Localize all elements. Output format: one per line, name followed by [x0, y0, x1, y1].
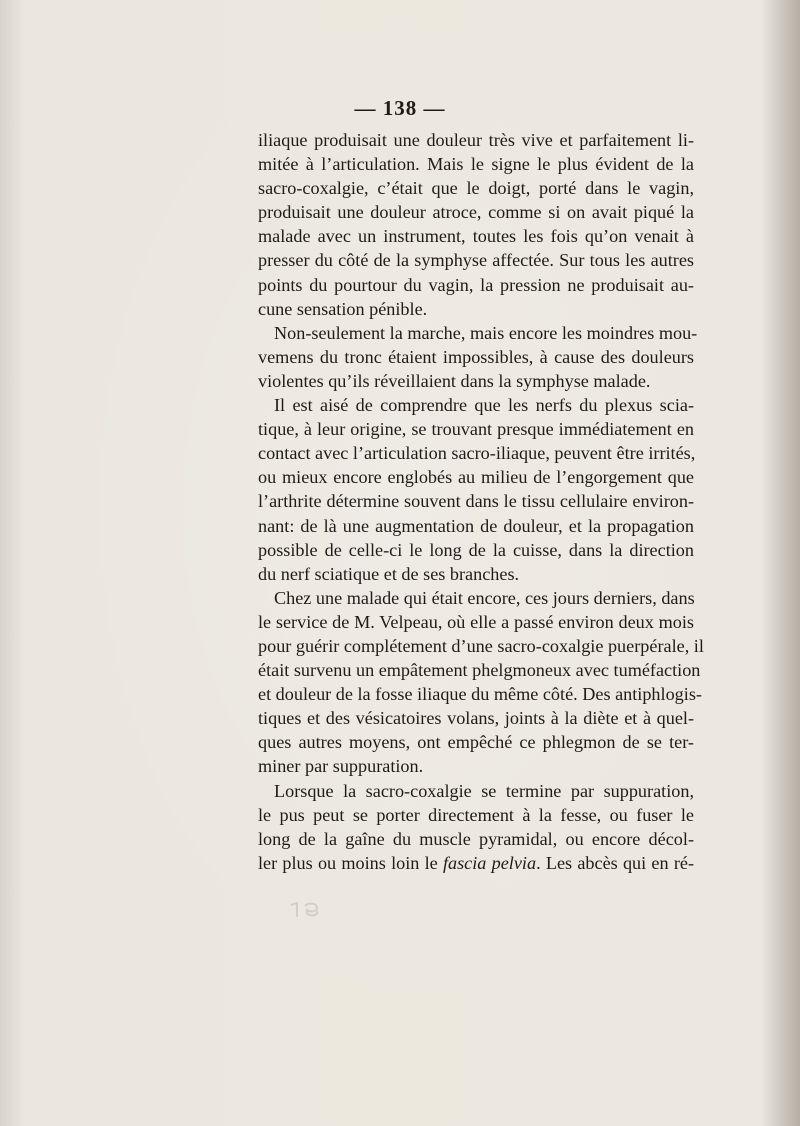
page-edge-shadow [762, 0, 800, 1126]
text-line: tique, à leur origine, se trouvant presque immédiatement en [258, 419, 694, 440]
text-line: contact avec l’articulation sacro-iliaque, peuvent être irrités, [258, 443, 696, 464]
page-number-header: — 138 — [354, 96, 446, 120]
text-line: produisait une douleur atroce, comme si on avait piqué la [258, 202, 694, 223]
text-line: était survenu un empâtement phelgmoneux avec tuméfaction [258, 660, 701, 681]
text-line: long de la gaîne du muscle pyramidal, ou encore décol- [258, 828, 694, 849]
final-line-end: . Les abcès qui en ré- [536, 852, 695, 873]
text-line: vemens du tronc étaient impossibles, à cause des douleurs [258, 346, 694, 367]
body-text [258, 128, 704, 875]
text-line: mitée à l’articulation. Mais le signe le plus évident de la [258, 154, 694, 175]
text-line: Lorsque la sacro-coxalgie se termine par suppuration, [274, 780, 694, 801]
text-line: nant: de là une augmentation de douleur, et la propagation [258, 515, 694, 536]
text-line: Non-seulement la marche, mais encore les moindres mou- [274, 322, 698, 343]
text-line: possible de celle-ci le long de la cuisse, dans la direction [258, 539, 694, 560]
final-line-italic-term: fascia pelvia [442, 852, 537, 873]
text-line: sacro-coxalgie, c’était que le doigt, porté dans le vagin, [258, 178, 694, 199]
text-line: Il est aisé de comprendre que les nerfs du plexus scia- [274, 395, 694, 416]
text-line: malade avec un instrument, toutes les fois qu’on venait à [258, 226, 694, 247]
text-line: presser du côté de la symphyse affectée. Sur tous les autres [258, 250, 694, 271]
text-line: points du pourtour du vagin, la pression ne produisait au- [258, 274, 694, 295]
text-line: iliaque produisait une douleur très vive et parfaitement li- [258, 130, 694, 150]
text-line: pour guérir complétement d’une sacro-coxalgie puerpérale, il [258, 635, 704, 656]
text-line: du nerf sciatique et de ses branches. [258, 563, 520, 584]
text-line: le pus peut se porter directement à la fesse, ou fuser le [258, 804, 694, 825]
text-line: ou mieux encore englobés au milieu de l’engorgement que [258, 467, 694, 488]
text-line: violentes qu’ils réveillaient dans la symphyse malade. [258, 370, 651, 391]
text-line: Chez une malade qui était encore, ces jours derniers, dans [274, 587, 695, 608]
text-line: et douleur de la fosse iliaque du même côté. Des antiphlogis- [258, 684, 702, 705]
final-text-line [258, 851, 694, 875]
text-line: tiques et des vésicatoires volans, joints à la diète et à quel- [258, 708, 694, 729]
text-line: le service de M. Velpeau, où elle a passé environ deux mois [258, 611, 694, 632]
text-line: l’arthrite détermine souvent dans le tissu cellulaire environ- [258, 491, 694, 512]
text-line: ques autres moyens, ont empêché ce phlegmon de se ter- [258, 732, 694, 753]
show-through-mark [285, 898, 325, 922]
final-line-start: ler plus ou moins loin le [258, 852, 443, 873]
text-line: miner par suppuration. [258, 756, 424, 777]
text-line: cune sensation pénible. [258, 298, 428, 319]
